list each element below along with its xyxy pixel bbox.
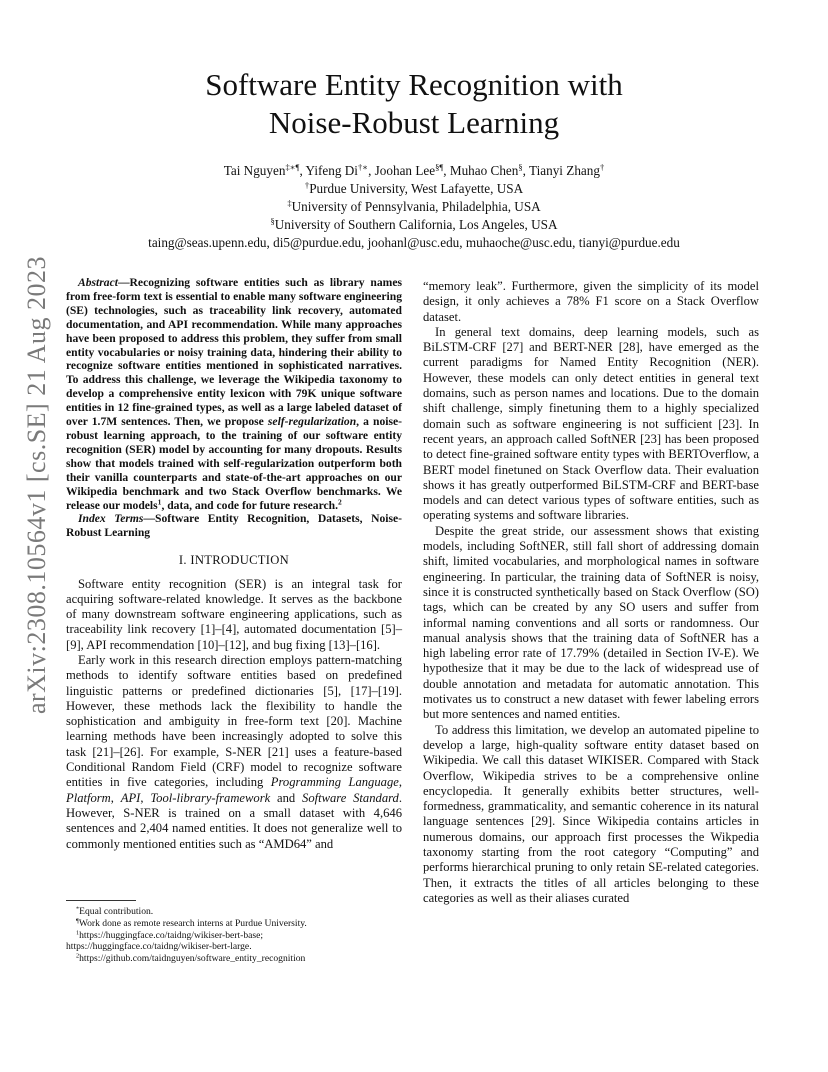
footnote-text-1: Equal contribution. <box>79 906 154 917</box>
intro-p2-sep-2: , <box>110 790 121 805</box>
author-block <box>100 162 728 252</box>
author-4: , Muhao Chen <box>443 163 519 178</box>
footnote-models <box>66 930 402 942</box>
footnote-mark-3: 1 <box>76 928 80 936</box>
author-names <box>100 162 728 180</box>
right-paragraph-3: Despite the great stride, our assessment shows that existing models, including SoftNER, still fall short of addressing domain shift, limited vocabularies, and morphological names in software engineering. In particular, the training data of SoftNER is noisy, since it is constructed synthetically based on Stack Overflow (SO) tags, which can be created by any SO users and suffer from informal naming conventions and all sorts or randomness. Our manual analysis shows that the training data of SoftNER has a high labeling error rate of 17.79% (detailed in Section IV-E). We hypothesize that it may be due to the lack of widespread use of double annotation and metadata for automatic annotation. This motivates us to construct a new dataset with fewer labeling errors but more sentences and named entities. <box>423 523 759 722</box>
abstract-footnote-1: 1 <box>157 496 162 506</box>
paper-title <box>100 66 728 142</box>
abstract-emphasis: self-regularization <box>267 415 357 429</box>
author-1-mark: ‡∗¶ <box>285 161 300 172</box>
author-4-mark: § <box>518 161 523 172</box>
affiliation-3 <box>100 216 728 234</box>
section-name-rest: NTRODUCTION <box>194 553 290 568</box>
footnote-mark-1: * <box>76 905 80 913</box>
affiliation-3-mark: § <box>270 215 275 226</box>
footnote-link-model-base[interactable]: https://huggingface.co/taidng/wikiser-bert-base; <box>79 929 264 941</box>
footnote-link-code[interactable]: https://github.com/taidnguyen/software_entity_recognition <box>79 953 306 965</box>
arxiv-id: arXiv:2308.10564v1 [cs.SE] 21 Aug 2023 <box>22 255 51 715</box>
entity-type-4: Tool-library-framework <box>150 790 271 805</box>
footnote-remote-interns <box>66 918 402 930</box>
section-name-first: I <box>190 553 195 568</box>
dataset-name-rest: IKI <box>599 753 617 768</box>
intro-paragraph-2 <box>66 653 402 852</box>
footnote-equal-contribution <box>66 906 402 918</box>
intro-paragraph-1: Software entity recognition (SER) is an integral task for acquiring software-related knowledge. It serves as the backbone of many downstream software engineering applications, such as traceability link recovery [1]–[4], automated documentation [5]–[9], API recommendation [10]–[12], and bug fixing [13]–[16]. <box>66 576 402 652</box>
right-p4-text-b: . Compared with Stack Overflow, Wikipedia strives to be a comprehensive online encyclopedia. It generally exhibits better structures, well-formedness, grammaticality, and semantic coherence in its natural language sentences [29]. Since Wikipedia contains articles in numerous domains, our approach first processes the Wikpedia taxonomy starting from the root category “Computing” and performs hierarchical pruning to only retain SE-related categories. Then, it extracts the titles of all articles belonging to these categories as well as their aliases curated <box>423 753 759 905</box>
entity-type-3: API <box>120 790 141 805</box>
affiliation-1-text: Purdue University, West Lafayette, USA <box>309 181 524 196</box>
abstract-footnote-2: 2 <box>338 496 342 506</box>
index-terms-label: Index Terms <box>78 512 144 526</box>
affiliation-2-text: University of Pennsylvania, Philadelphia, USA <box>291 199 541 214</box>
affiliation-3-text: University of Southern California, Los Angeles, USA <box>274 217 558 232</box>
author-5: , Tianyi Zhang <box>522 163 600 178</box>
author-1: Tai Nguyen <box>223 163 286 178</box>
footnote-rule <box>66 900 136 901</box>
footnote-link-model-large[interactable]: https://huggingface.co/taidng/wikiser-bert-large. <box>66 941 252 953</box>
footnote-text-2: Work done as remote research interns at Purdue University. <box>78 917 307 929</box>
intro-p2-text-a: Early work in this research direction employs pattern-matching methods to identify software entities based on predefined linguistic patterns or predefined dictionaries [5], [17]–[19]. However, these methods lack the flexibility to handle the sophistication and ambiguity in free-form text [20]. Machine learning methods have been increasingly adopted to solve this task [21]–[26]. For example, S-NER [21] uses a feature-based Conditional Random Field (CRF) model to recognize software entities in five categories, including <box>66 653 402 790</box>
title-line-1: Software Entity Recognition with <box>205 67 623 102</box>
abstract-text-c: , data, and code for future research. <box>161 498 339 512</box>
abstract-text-a: —Recognizing software entities such as library names from free-form text is essential to enable many software engineering (SE) technologies, such as traceability link recovery, automated documentation, and API recommendation. While many approaches have been proposed to address this problem, they suffer from small entity vocabularies or noisy training data, hindering their ability to recognize software entities mentioned in sophisticated narratives. To address this challenge, we leverage the Wikipedia taxonomy to develop a comprehensive entity lexicon with 79K unique software entities in 12 fine-grained types, as well as a large labeled dataset of over 1.7M sentences. Then, we propose <box>66 276 402 429</box>
affiliation-2-mark: ‡ <box>287 197 292 208</box>
entity-type-1: Programming Language <box>270 775 399 790</box>
footnote-mark-2: ¶ <box>76 917 79 925</box>
right-paragraph-2: In general text domains, deep learning models, such as BiLSTM-CRF [27] and BERT-NER [28], have emerged as the current paradigms for Named Entity Recognition (NER). However, these models can only detect entities in general text domains, such as person names and locations. Due to the domain shift challenge, simply finetuning them to a highly specialized domain such as software engineering is not sufficient [23]. In recent years, an approach called SoftNER [23] has been proposed to detect fine-grained software entity types with BERTOverflow, a BERT model finetuned on Stack Overflow data. Their evaluation shows it has greatly outperformed BiLSTM-CRF and BERT-base models and can detect various types of software entities, such as operating systems and software libraries. <box>423 324 759 523</box>
entity-type-2: Platform <box>66 790 111 805</box>
intro-p2-text-b: . However, S-NER is trained on a small dataset with 4,646 sentences and 2,404 named entities. It does not generalize well to commonly mentioned entities such as “AMD64” and <box>66 790 403 851</box>
index-terms-text: —Software Entity Recognition, Datasets, Noise-Robust Learning <box>66 512 402 540</box>
index-terms <box>66 512 402 540</box>
right-paragraph-4 <box>423 723 759 907</box>
right-p4-text-a: To address this limitation, we develop an automated pipeline to develop a large, high-quality software entity dataset based on Wikipedia. We call this dataset <box>423 722 759 768</box>
dataset-name-first: W <box>587 753 600 768</box>
intro-p2-sep-3: , <box>140 790 151 805</box>
footnote-mark-4: 2 <box>76 952 80 960</box>
left-column <box>66 276 402 852</box>
author-emails: taing@seas.upenn.edu, di5@purdue.edu, joohanl@usc.edu, muhaoche@usc.edu, tianyi@purdue.edu <box>148 235 680 250</box>
author-2: , Yifeng Di <box>299 163 358 178</box>
footnote-models-cont <box>66 941 402 953</box>
section-number: I. <box>178 553 191 568</box>
right-column <box>423 279 759 906</box>
title-line-2: Noise-Robust Learning <box>268 105 560 140</box>
abstract-label: Abstract <box>78 276 118 289</box>
affiliation-1 <box>100 180 728 198</box>
abstract-text-b: , a noise-robust learning approach, to the training of our software entity recognition (SER) model by accounting for many dropouts. Results show that models trained with self-regularization outperform both their vanilla counterparts and state-of-the-art approaches on our Wikipedia benchmark and two Stack Overflow benchmarks. We release our models <box>66 415 402 512</box>
right-paragraph-1: “memory leak”. Furthermore, given the simplicity of its model design, it only achieves a 78% F1 score on a Stack Overflow dataset. <box>423 279 759 324</box>
author-2-mark: †∗ <box>357 161 369 172</box>
intro-p2-sep-4: and <box>270 790 303 805</box>
author-3-mark: §¶ <box>435 161 444 172</box>
entity-type-5: Software Standard <box>302 790 399 805</box>
abstract <box>66 276 402 540</box>
affiliation-1-mark: † <box>304 179 310 190</box>
footnotes <box>66 906 402 965</box>
author-5-mark: † <box>599 161 605 172</box>
affiliation-2 <box>100 198 728 216</box>
intro-p2-sep-1: , <box>398 775 402 790</box>
dataset-name-end: SER <box>616 753 640 768</box>
section-heading-introduction <box>66 553 402 568</box>
arxiv-sidebar-stamp <box>22 235 52 735</box>
footnote-code <box>66 953 402 965</box>
abstract-paragraph <box>66 276 402 512</box>
author-3: , Joohan Lee <box>368 163 436 178</box>
